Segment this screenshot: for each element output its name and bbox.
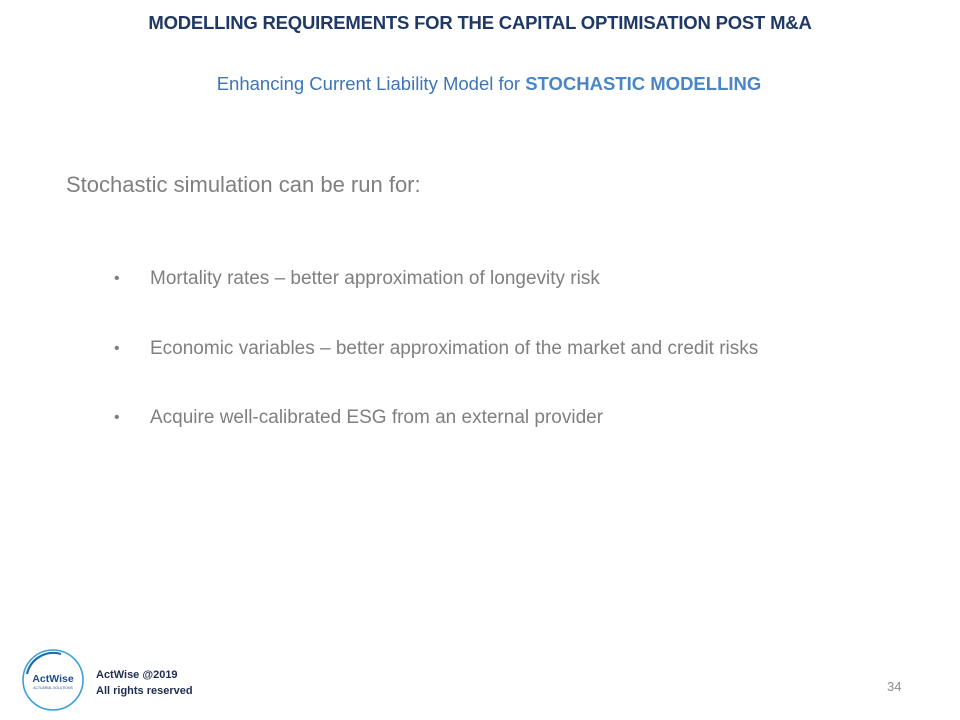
bullet-item — [114, 338, 758, 360]
bullet-glyph: • — [114, 409, 120, 426]
actwise-logo — [21, 648, 85, 712]
lead-text: Stochastic simulation can be run for: — [66, 172, 421, 197]
subtitle-prefix: Enhancing Current Liability Model for — [216, 73, 526, 94]
bullet-item — [114, 407, 603, 429]
subtitle-emphasis: STOCHASTIC MODELLING — [525, 73, 762, 94]
logo-wordmark: ActWise — [32, 673, 74, 685]
footer-text — [96, 667, 193, 699]
bullet-glyph: • — [114, 270, 120, 287]
footer-rights: All rights reserved — [96, 685, 193, 697]
bullet-glyph: • — [114, 340, 120, 357]
bullet-text: Economic variables – better approximation of the market and credit risks — [150, 338, 759, 359]
page-number: 34 — [887, 679, 902, 694]
bullet-text: Acquire well-calibrated ESG from an external provider — [150, 407, 604, 428]
logo-tagline: ACTUARIAL SOLUTIONS — [33, 686, 73, 690]
slide-subtitle — [0, 73, 960, 95]
bullet-item — [114, 268, 600, 290]
bullet-text: Mortality rates – better approximation of longevity risk — [150, 268, 600, 289]
footer-copyright: ActWise @2019 — [96, 669, 178, 681]
slide-title: MODELLING REQUIREMENTS FOR THE CAPITAL OPTIMISATION POST M&A — [148, 12, 812, 33]
